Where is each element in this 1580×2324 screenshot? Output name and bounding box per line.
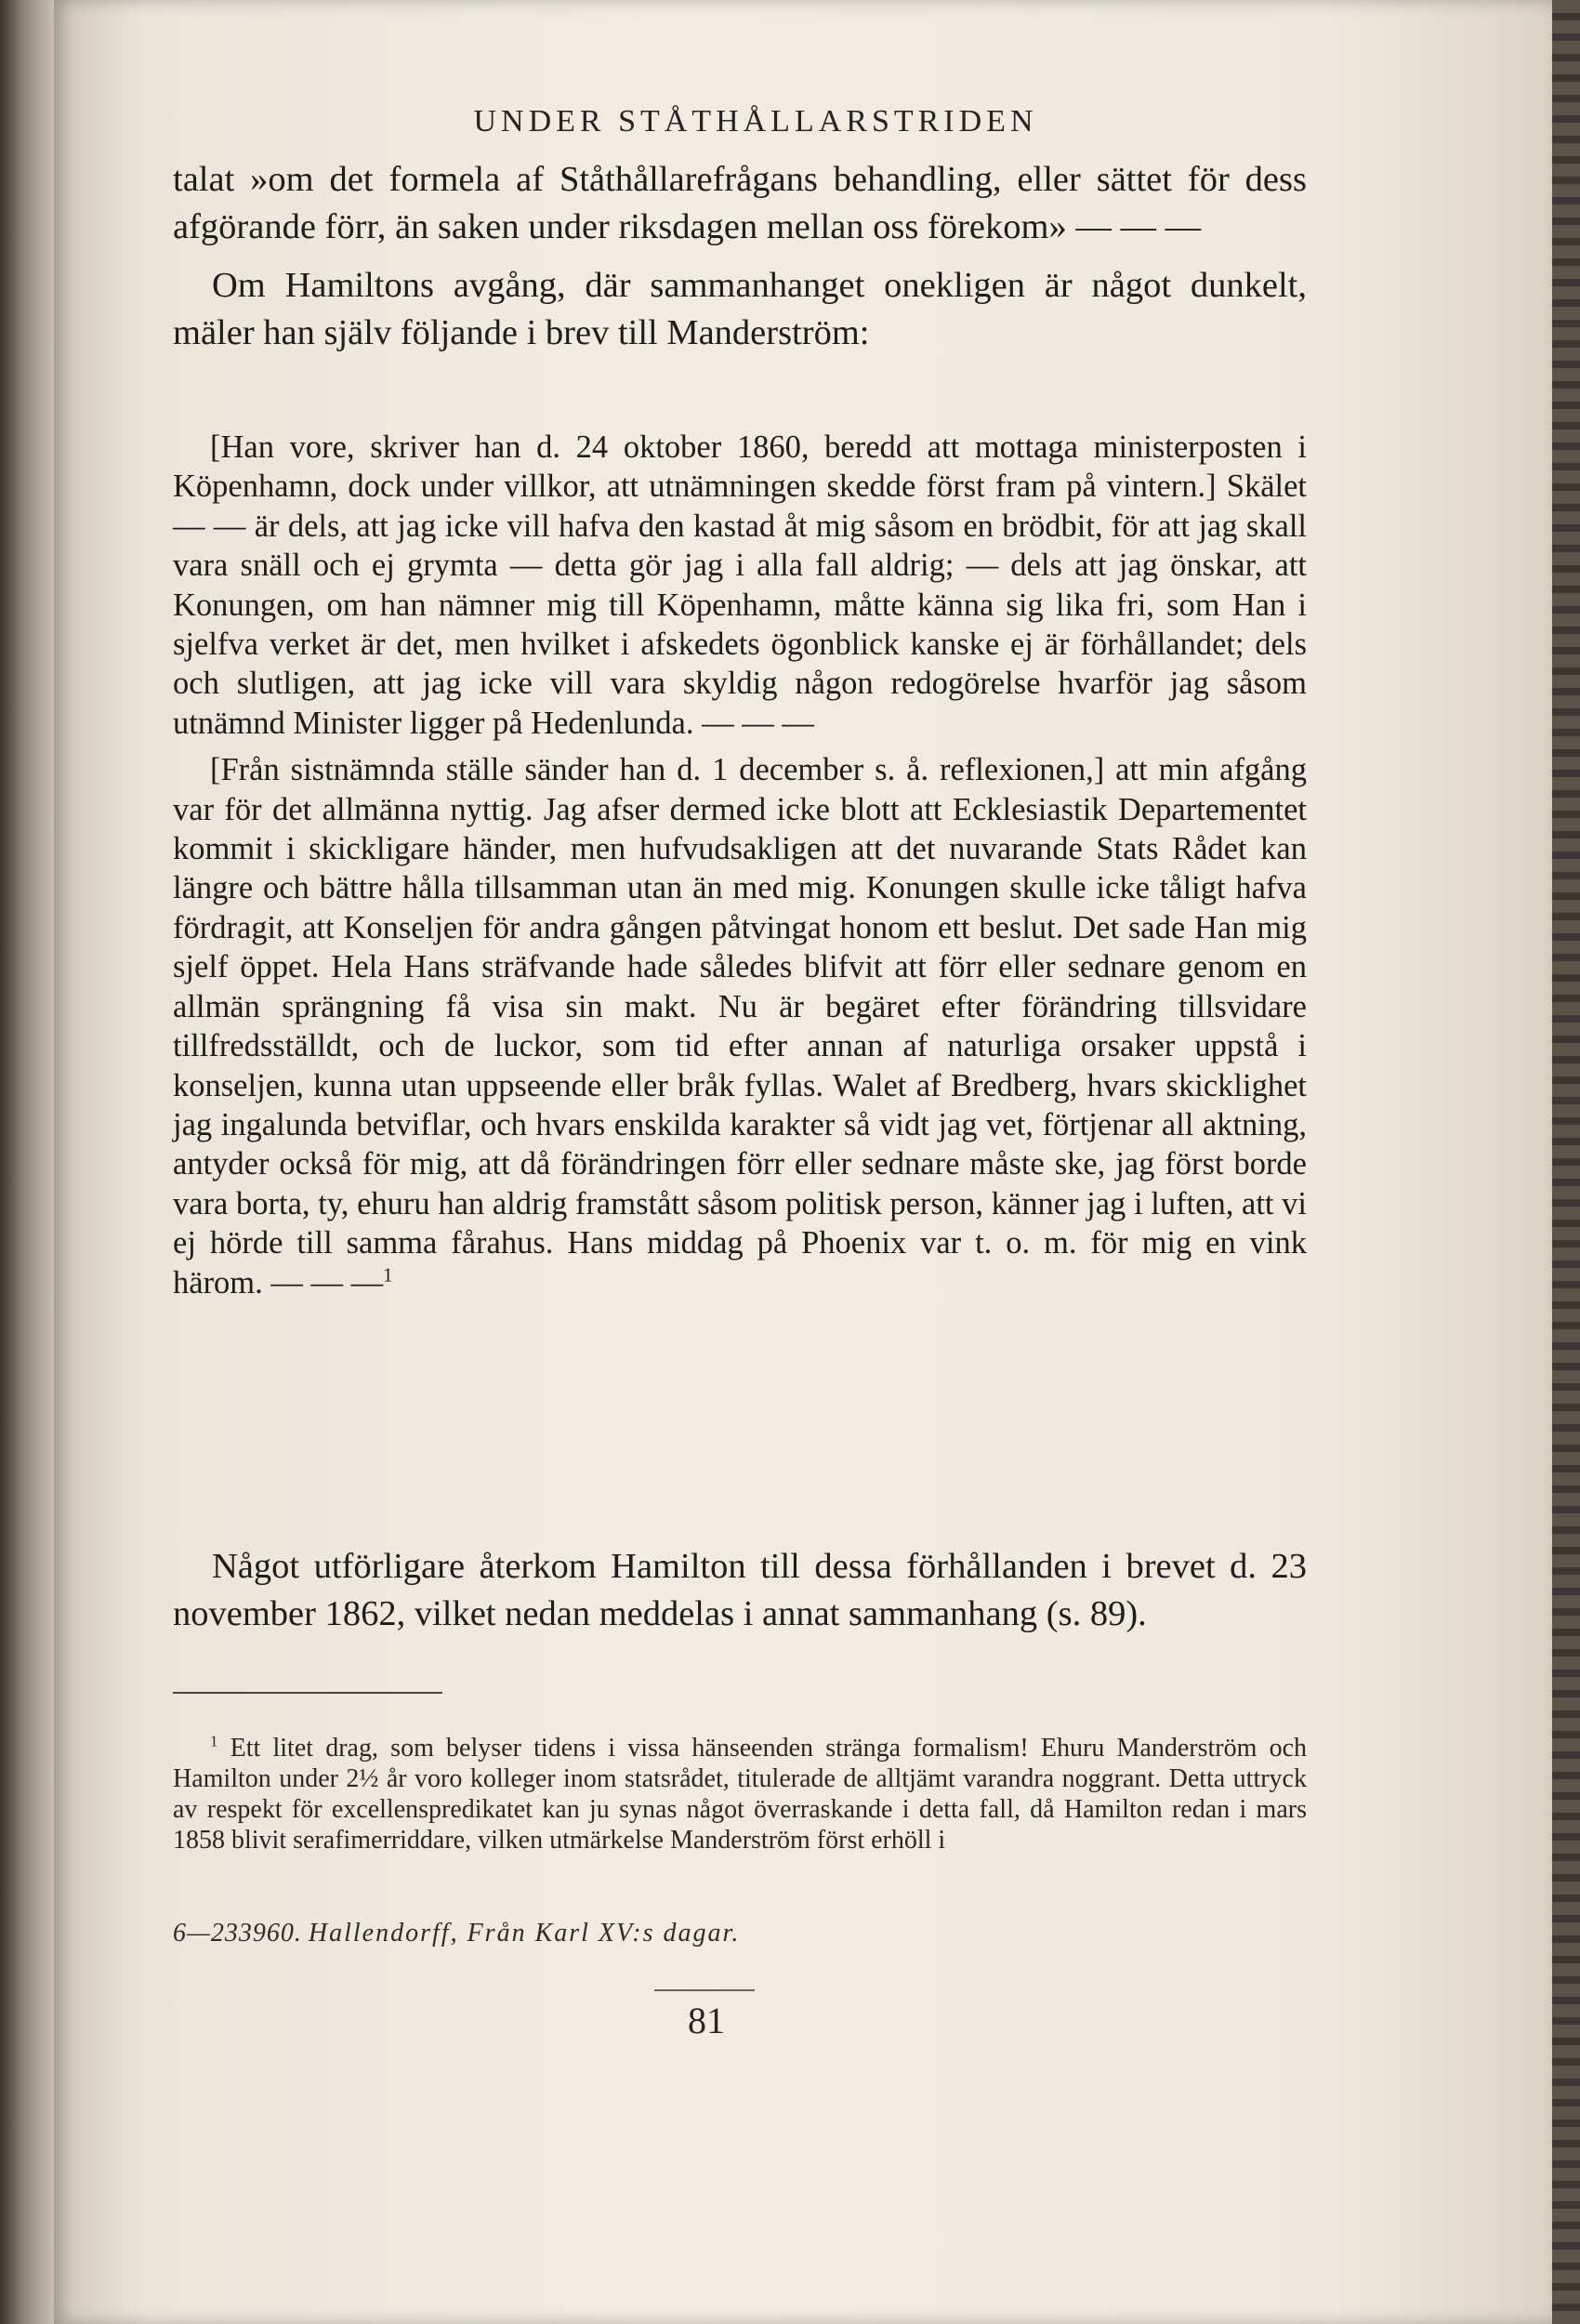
facing-page-edge bbox=[0, 0, 54, 2324]
footnote-rule bbox=[173, 1692, 442, 1694]
paragraph-hamilton-intro: Om Hamiltons avgång, där sammanhanget onekligen är något dunkelt, mäler han själv följande i brev till Manderström: bbox=[173, 266, 1307, 352]
footnote-ref: 1 bbox=[383, 1265, 393, 1287]
page-number-rule bbox=[654, 1989, 755, 1991]
signature-title: Hallendorff, Från Karl XV:s dagar. bbox=[308, 1919, 741, 1948]
paragraph-closing: Något utförligare återkom Hamilton till dessa förhållanden i brevet d. 23 november 1862, vilket nedan meddelas i annat sammanhang (s. 89). bbox=[173, 1547, 1307, 1633]
quote-letter-december-text: [Från sistnämnda ställe sänder han d. 1 december s. å. reflexionen,] att min afgång var för det allmänna nyttig. Jag afser dermed icke blott att Ecklesiastik Departementet kommit i skickligare händer, men hufvudsakligen att det nuvarande Stats Rådet kan längre och bättre hålla tillsamman utan än med mig. Konungen skulle icke tåligt hafva fördragit, att Konseljen för andra gången påtvingat honom ett beslut. Det sade Han mig sjelf öppet. Hela Hans sträfvande hade således blifvit att förr eller sednare genom en allmän sprängning få visa sin makt. Nu är begäret efter förändring tillsvidare tillfredsställdt, och de luckor, som tid efter annan af naturliga orsaker uppstå i konseljen, kunna utan uppseende eller bråk fyllas. Walet af Bredberg, hvars skicklighet jag ingalunda betviflar, och hvars enskilda karakter så vidt jag vet, förtjenar all aktning, antyder också för mig, att då förändringen förr eller sednare måste ske, jag först borde vara borta, ty, ehuru han aldrig framstått såsom politisk person, känner jag i luften, att vi ej hörde till samma fårahus. Hans middag på Phoenix var t. o. m. för mig en vink härom. — — — bbox=[173, 752, 1307, 1301]
quote-letter-december bbox=[173, 750, 1307, 1302]
paragraph-continuation: talat »om det formela af Ståthållarefrågans behandling, eller sättet för dess afgörande förr, än saken under riksdagen mellan oss förekom» — — — bbox=[173, 160, 1307, 246]
running-head: UNDER STÅTHÅLLARSTRIDEN bbox=[473, 104, 1038, 139]
letter-quotes bbox=[173, 428, 1307, 1302]
page-number: 81 bbox=[688, 2000, 725, 2041]
opening-paragraphs bbox=[173, 156, 1307, 357]
footnote-text: Ett litet drag, som belyser tidens i vissa hänseenden stränga formalism! Ehuru Manderström och Hamilton under 2½ år voro kolleger inom statsrådet, titulerade de alltjämt varandra noggrant. Detta uttryck av respekt för excellenspredikatet kan ju synas något överraskande i detta fall, då Hamilton redan i mars 1858 blivit serafimerriddare, vilken utmärkelse Manderström först erhöll i bbox=[173, 1734, 1308, 1855]
page-stack-edge bbox=[1552, 0, 1580, 2324]
footnote bbox=[173, 1733, 1307, 1855]
closing-paragraph-block bbox=[173, 1543, 1307, 1638]
signature-line bbox=[173, 1919, 1102, 1948]
footnote-marker: 1 bbox=[210, 1732, 218, 1750]
signature-code: 6—233960. bbox=[173, 1919, 302, 1948]
quote-letter-october: [Han vore, skriver han d. 24 oktober 1860, beredd att mottaga ministerposten i Köpenhamn, dock under villkor, att utnämningen skedde först fram på vintern.] Skälet — — är dels, att jag icke vill hafva den kastad åt mig såsom en brödbit, för att jag skall vara snäll och ej grymta — detta gör jag i alla fall aldrig; — dels att jag önskar, att Konungen, om han nämner mig till Köpenhamn, måtte känna sig lika fri, som Han i sjelfva verket är det, men hvilket i afskedets ögonblick kanske ej är förhållandet; dels och slutligen, att jag icke vill vara skyldig någon redogörelse hvarför jag såsom utnämnd Minister ligger på Hedenlunda. — — — bbox=[173, 429, 1307, 741]
